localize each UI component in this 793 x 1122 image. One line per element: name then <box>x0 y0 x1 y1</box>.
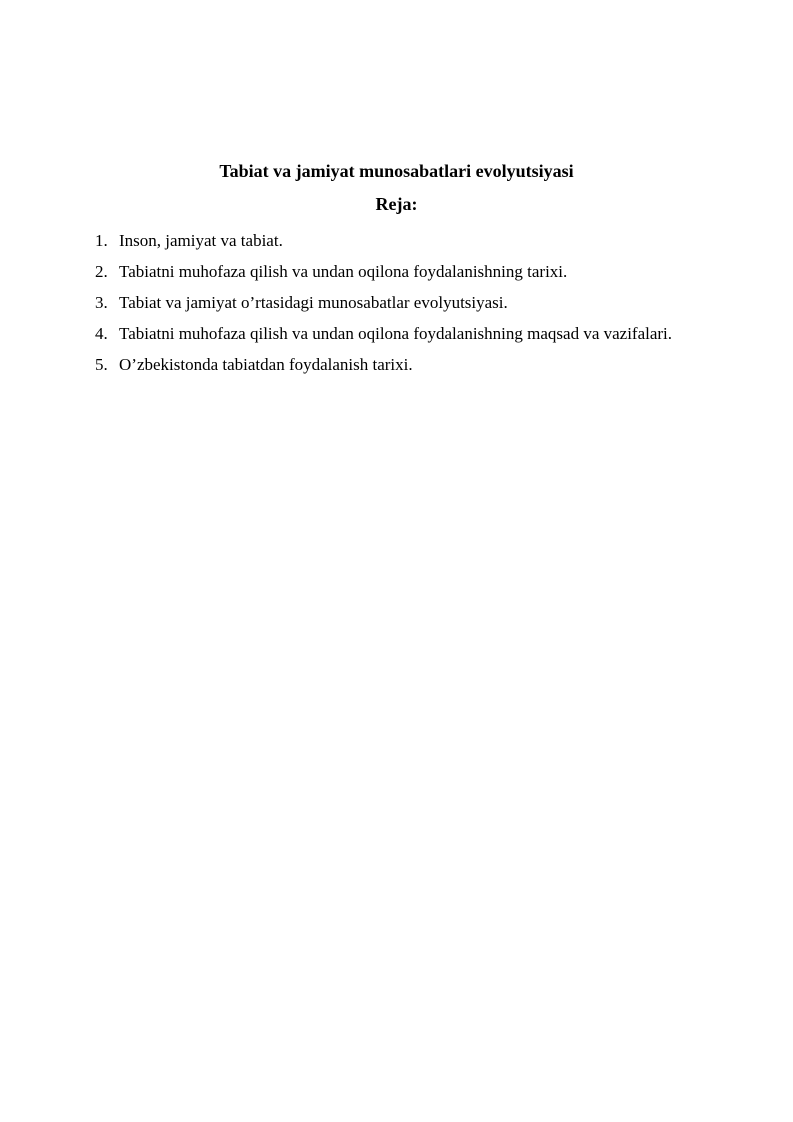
plan-item-number: 1. <box>95 231 108 250</box>
plan-item-1 <box>95 225 695 256</box>
plan-item-number: 5. <box>95 355 108 374</box>
document-title: Tabiat va jamiyat munosabatlari evolyutsiyasi <box>219 161 574 181</box>
plan-heading: Reja: <box>375 194 418 214</box>
plan-item-2 <box>95 256 695 287</box>
plan-item-3 <box>95 287 695 318</box>
plan-item-text: Tabiatni muhofaza qilish va undan oqilona foydalanishning tarixi. <box>119 262 568 281</box>
plan-item-number: 2. <box>95 262 108 281</box>
plan-item-text: Inson, jamiyat va tabiat. <box>119 231 283 250</box>
plan-item-text: O’zbekistonda tabiatdan foydalanish tarixi. <box>119 355 413 374</box>
plan-item-4 <box>95 318 695 349</box>
plan-item-5 <box>95 349 695 380</box>
plan-list <box>95 225 695 380</box>
plan-item-text: Tabiat va jamiyat o’rtasidagi munosabatlar evolyutsiyasi. <box>119 293 508 312</box>
plan-item-text: Tabiatni muhofaza qilish va undan oqilona foydalanishning maqsad va vazifalari. <box>119 324 673 343</box>
plan-item-number: 4. <box>95 324 108 343</box>
plan-item-number: 3. <box>95 293 108 312</box>
